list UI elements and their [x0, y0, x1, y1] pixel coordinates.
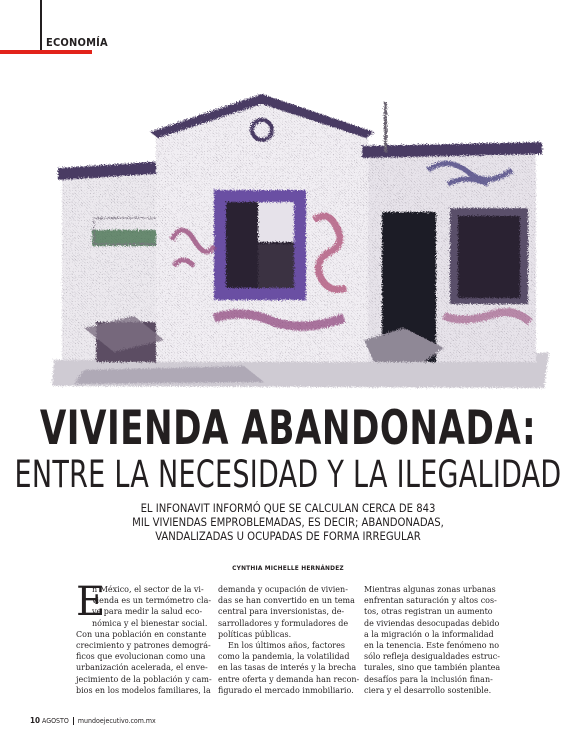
- body-line: figurado el mercado inmobiliario.: [218, 685, 354, 695]
- body-line: como la pandemia, la volatilidad: [218, 652, 350, 662]
- body-line: urbanización acelerada, el enve-: [76, 663, 208, 673]
- abandoned-house-illustration: [44, 90, 556, 390]
- article-deck: [118, 502, 458, 544]
- body-line: en la tenencia. Este fenómeno no: [364, 641, 500, 651]
- section-label: ECONOMÍA: [46, 36, 108, 49]
- deck-line: MIL VIVIENDAS EMPROBLEMADAS, ES DECIR; ABANDONADAS,: [132, 516, 444, 529]
- body-line: sólo refleja desigualdades estruc-: [364, 652, 500, 662]
- body-line: tos, otras registran un aumento: [364, 607, 493, 617]
- body-line: en las tasas de interés y la brecha: [218, 663, 357, 673]
- footer-separator: [73, 717, 74, 725]
- section-accent-rule: [0, 50, 92, 54]
- body-column-2: [218, 584, 360, 696]
- body-line: sarrolladores y formuladores de: [218, 618, 349, 628]
- body-line: enfrentan saturación y altos cos-: [364, 596, 497, 606]
- body-line: políticas públicas.: [218, 629, 292, 639]
- body-line: ciera y el desarrollo sostenible.: [364, 685, 492, 695]
- body-line: bios en los modelos familiares, la: [76, 685, 211, 695]
- body-line: nómica y el bienestar social.: [92, 618, 208, 628]
- page-footer: [30, 716, 156, 725]
- body-line: ve para medir la salud eco-: [92, 607, 203, 617]
- body-line: entre oferta y demanda han recon-: [218, 674, 360, 684]
- body-line: Con una población en constante: [76, 629, 207, 639]
- body-column-1: [76, 579, 212, 696]
- body-line: crecimiento y patrones demográ-: [76, 641, 211, 651]
- issue-month: AGOSTO: [42, 717, 69, 725]
- byline: CYNTHIA MICHELLE HERNÁNDEZ: [232, 564, 344, 572]
- body-line: vienda es un termómetro cla-: [92, 596, 212, 606]
- body-line: a la migración o la informalidad: [364, 629, 494, 639]
- body-line: das se han convertido en un tema: [218, 596, 355, 606]
- site-url: mundoejecutivo.com.mx: [77, 717, 156, 725]
- page-number: 10: [30, 716, 41, 725]
- section-divider-line: [40, 0, 42, 50]
- deck-line: VANDALIZADAS U OCUPADAS DE FORMA IRREGULAR: [155, 530, 421, 543]
- body-line: En los últimos años, factores: [228, 641, 345, 651]
- body-line: ficos que evolucionan como una: [76, 652, 206, 662]
- body-line: turales, sino que también plantea: [364, 663, 501, 673]
- drop-cap: E: [76, 579, 106, 625]
- deck-line: EL INFONAVIT INFORMÓ QUE SE CALCULAN CERCA DE 843: [140, 502, 436, 515]
- body-line: Mientras algunas zonas urbanas: [364, 585, 496, 594]
- body-line: de viviendas desocupadas debido: [364, 618, 500, 628]
- body-line: central para inversionistas, de-: [218, 607, 345, 617]
- body-line: jecimiento de la población y cam-: [76, 674, 212, 684]
- headline-sub: ENTRE LA NECESIDAD Y LA ILEGALIDAD: [14, 453, 562, 497]
- body-line: demanda y ocupación de vivien-: [218, 585, 348, 594]
- hero-photo: [44, 90, 556, 390]
- headline-main: VIVIENDA ABANDONADA:: [39, 400, 537, 455]
- body-line: n México, el sector de la vi-: [92, 585, 204, 594]
- body-line: desafíos para la inclusión finan-: [364, 674, 493, 684]
- body-column-3: [364, 584, 501, 696]
